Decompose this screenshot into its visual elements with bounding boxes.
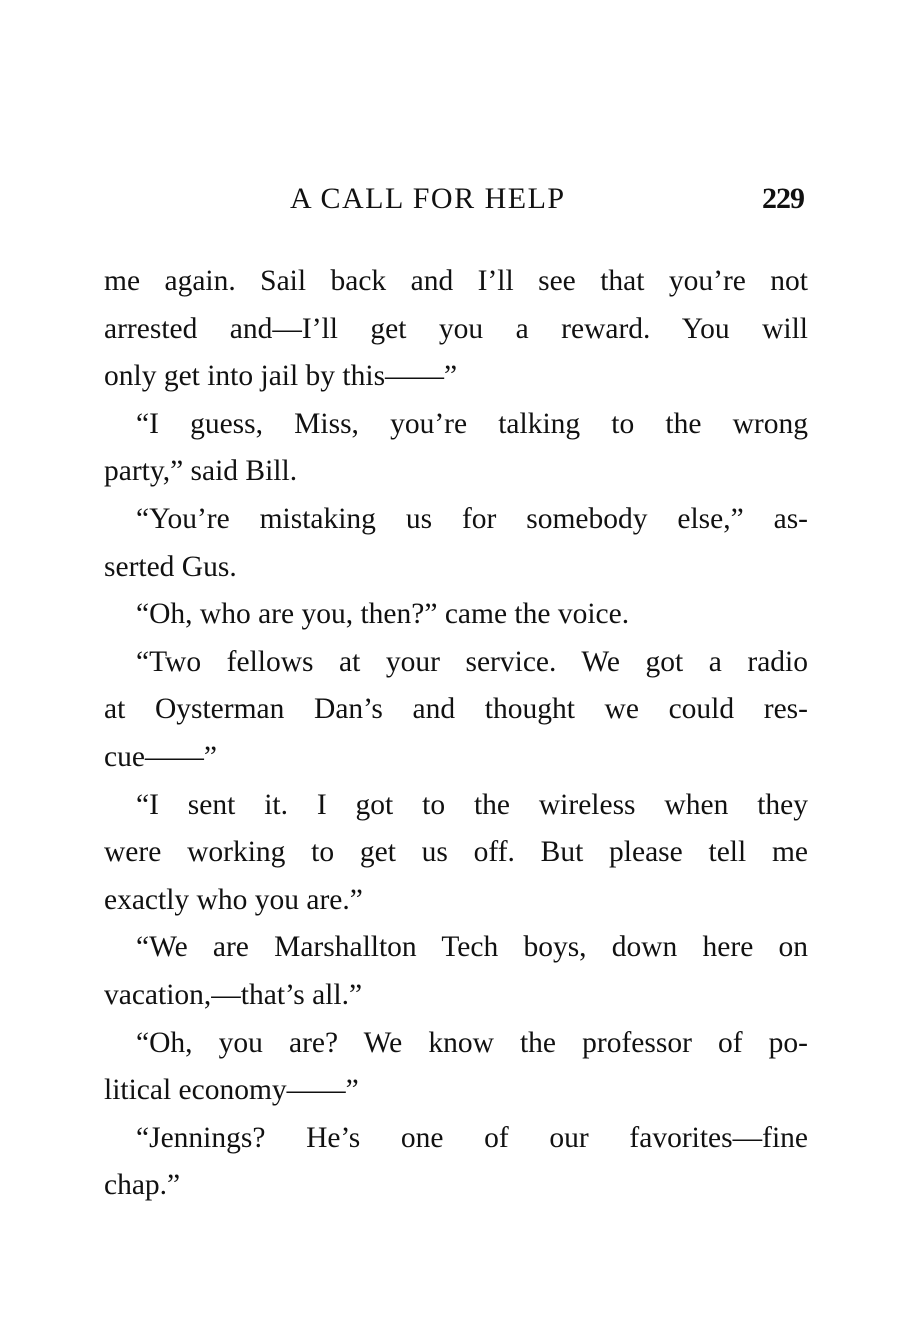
text-line: me again. Sail back and I’ll see that you’re not (104, 265, 808, 297)
text-line: party,” said Bill. (104, 455, 298, 488)
text-line: only get into jail by this——” (104, 360, 458, 393)
text-line: “Oh, who are you, then?” came the voice. (136, 598, 630, 631)
text-line: cue——” (104, 740, 218, 773)
paragraph (104, 496, 808, 591)
paragraph (104, 1020, 808, 1115)
body-text (104, 258, 808, 1210)
paragraph (104, 401, 808, 496)
running-head (104, 182, 808, 222)
book-page (104, 0, 808, 1335)
text-line: “Oh, you are? We know the professor of po- (136, 1026, 808, 1059)
text-line: serted Gus. (104, 550, 237, 583)
text-line: vacation,—that’s all.” (104, 978, 363, 1011)
text-line: were working to get us off. But please tell me (104, 836, 808, 869)
text-line: “You’re mistaking us for somebody else,” as- (136, 502, 808, 535)
paragraph (104, 924, 808, 1019)
text-line: litical economy——” (104, 1074, 359, 1107)
paragraph (104, 1115, 808, 1210)
page-number: 229 (762, 182, 804, 215)
text-line: chap.” (104, 1169, 181, 1202)
paragraph (104, 258, 808, 401)
paragraph (104, 782, 808, 925)
paragraph (104, 639, 808, 782)
text-line: “I guess, Miss, you’re talking to the wrong (136, 407, 808, 440)
text-line: “I sent it. I got to the wireless when they (136, 788, 808, 821)
chapter-title: A CALL FOR HELP (290, 182, 566, 215)
text-line: arrested and—I’ll get you a reward. You will (104, 312, 808, 345)
text-line: exactly who you are.” (104, 883, 363, 916)
text-line: “Jennings? He’s one of our favorites—fine (136, 1121, 808, 1154)
text-line: “Two fellows at your service. We got a radio (136, 645, 808, 678)
paragraph (104, 591, 808, 639)
text-line: at Oysterman Dan’s and thought we could res- (104, 693, 808, 726)
text-line: “We are Marshallton Tech boys, down here on (136, 931, 808, 964)
